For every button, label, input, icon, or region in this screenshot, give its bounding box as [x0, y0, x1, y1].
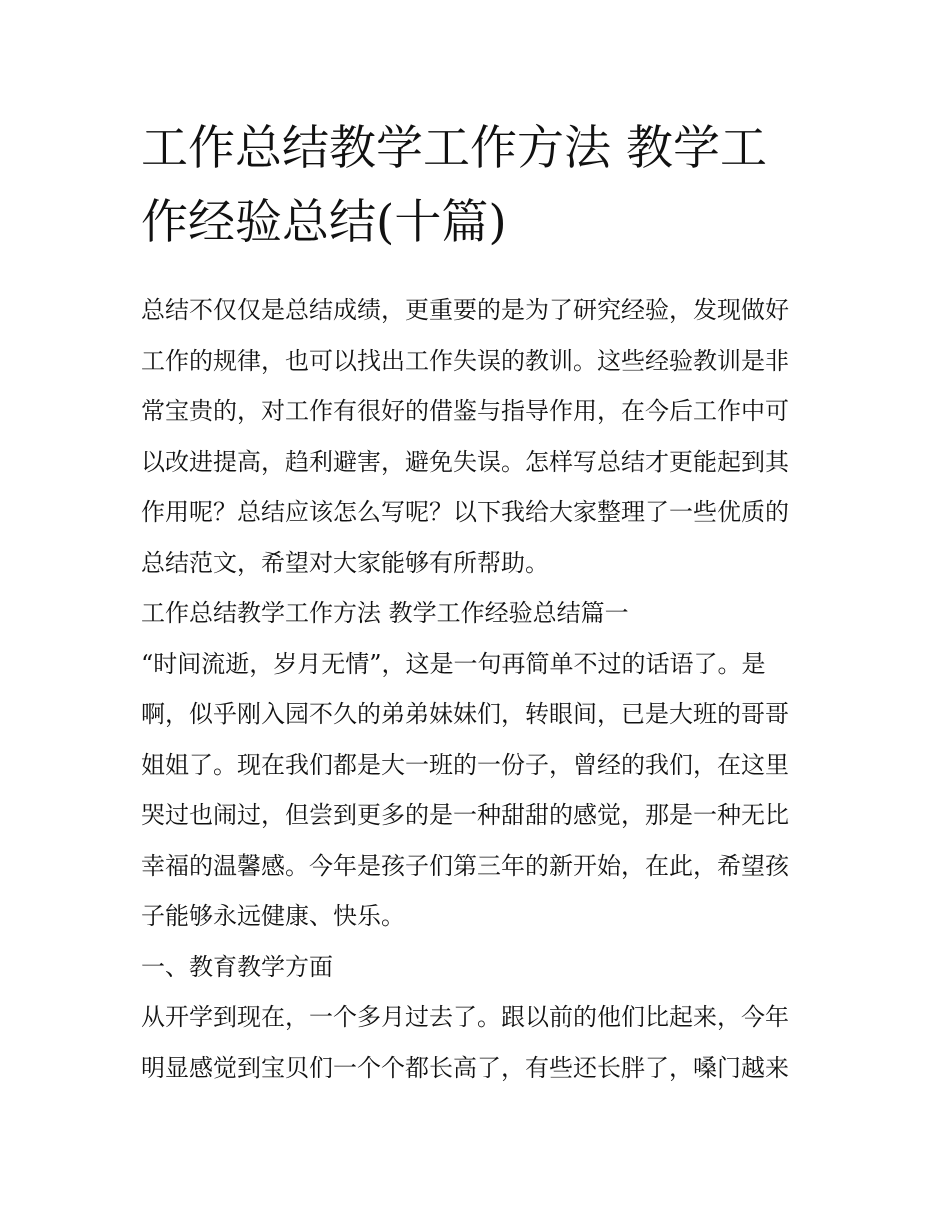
- subheading-education: 一、教育教学方面: [141, 952, 333, 981]
- body-paragraph-2: 从开学到现在，一个多月过去了。跟以前的他们比起来，今年 明显感觉到宝贝们一个个都长高了，有些还长胖了，嗓门越来: [141, 1003, 789, 1082]
- intro-paragraph: 总结不仅仅是总结成绩，更重要的是为了研究经验，发现做好 工作的规律，也可以找出工作失误的教训。这些经验教训是非 常宝贵的，对工作有很好的借鉴与指导作用，在今后工作中可 以改进提高，趋利避害，避免失误。怎样写总结才更能起到其 作用呢？总结应该怎么写呢？以下我给大家整理了一些优质的 总结范文，希望对大家能够有所帮助。: [141, 296, 789, 577]
- document-title: 工作总结教学工作方法 教学工 作经验总结(十篇): [141, 121, 767, 250]
- document-content: [141, 112, 813, 1093]
- section-title: 工作总结教学工作方法 教学工作经验总结篇一: [141, 599, 629, 627]
- body-paragraph-1: “时间流逝，岁月无情”，这是一句再简单不过的话语了。是 啊，似乎刚入园不久的弟弟妹妹们，转眼间，已是大班的哥哥 姐姐了。现在我们都是大一班的一份子，曾经的我们，在这里 哭过也闹过，但尝到更多的是一种甜甜的感觉，那是一种无比 幸福的温馨感。今年是孩子们第三年的新开始，在此，希望孩 子能够永远健康、快乐。: [141, 649, 789, 930]
- document-body: [141, 285, 813, 1093]
